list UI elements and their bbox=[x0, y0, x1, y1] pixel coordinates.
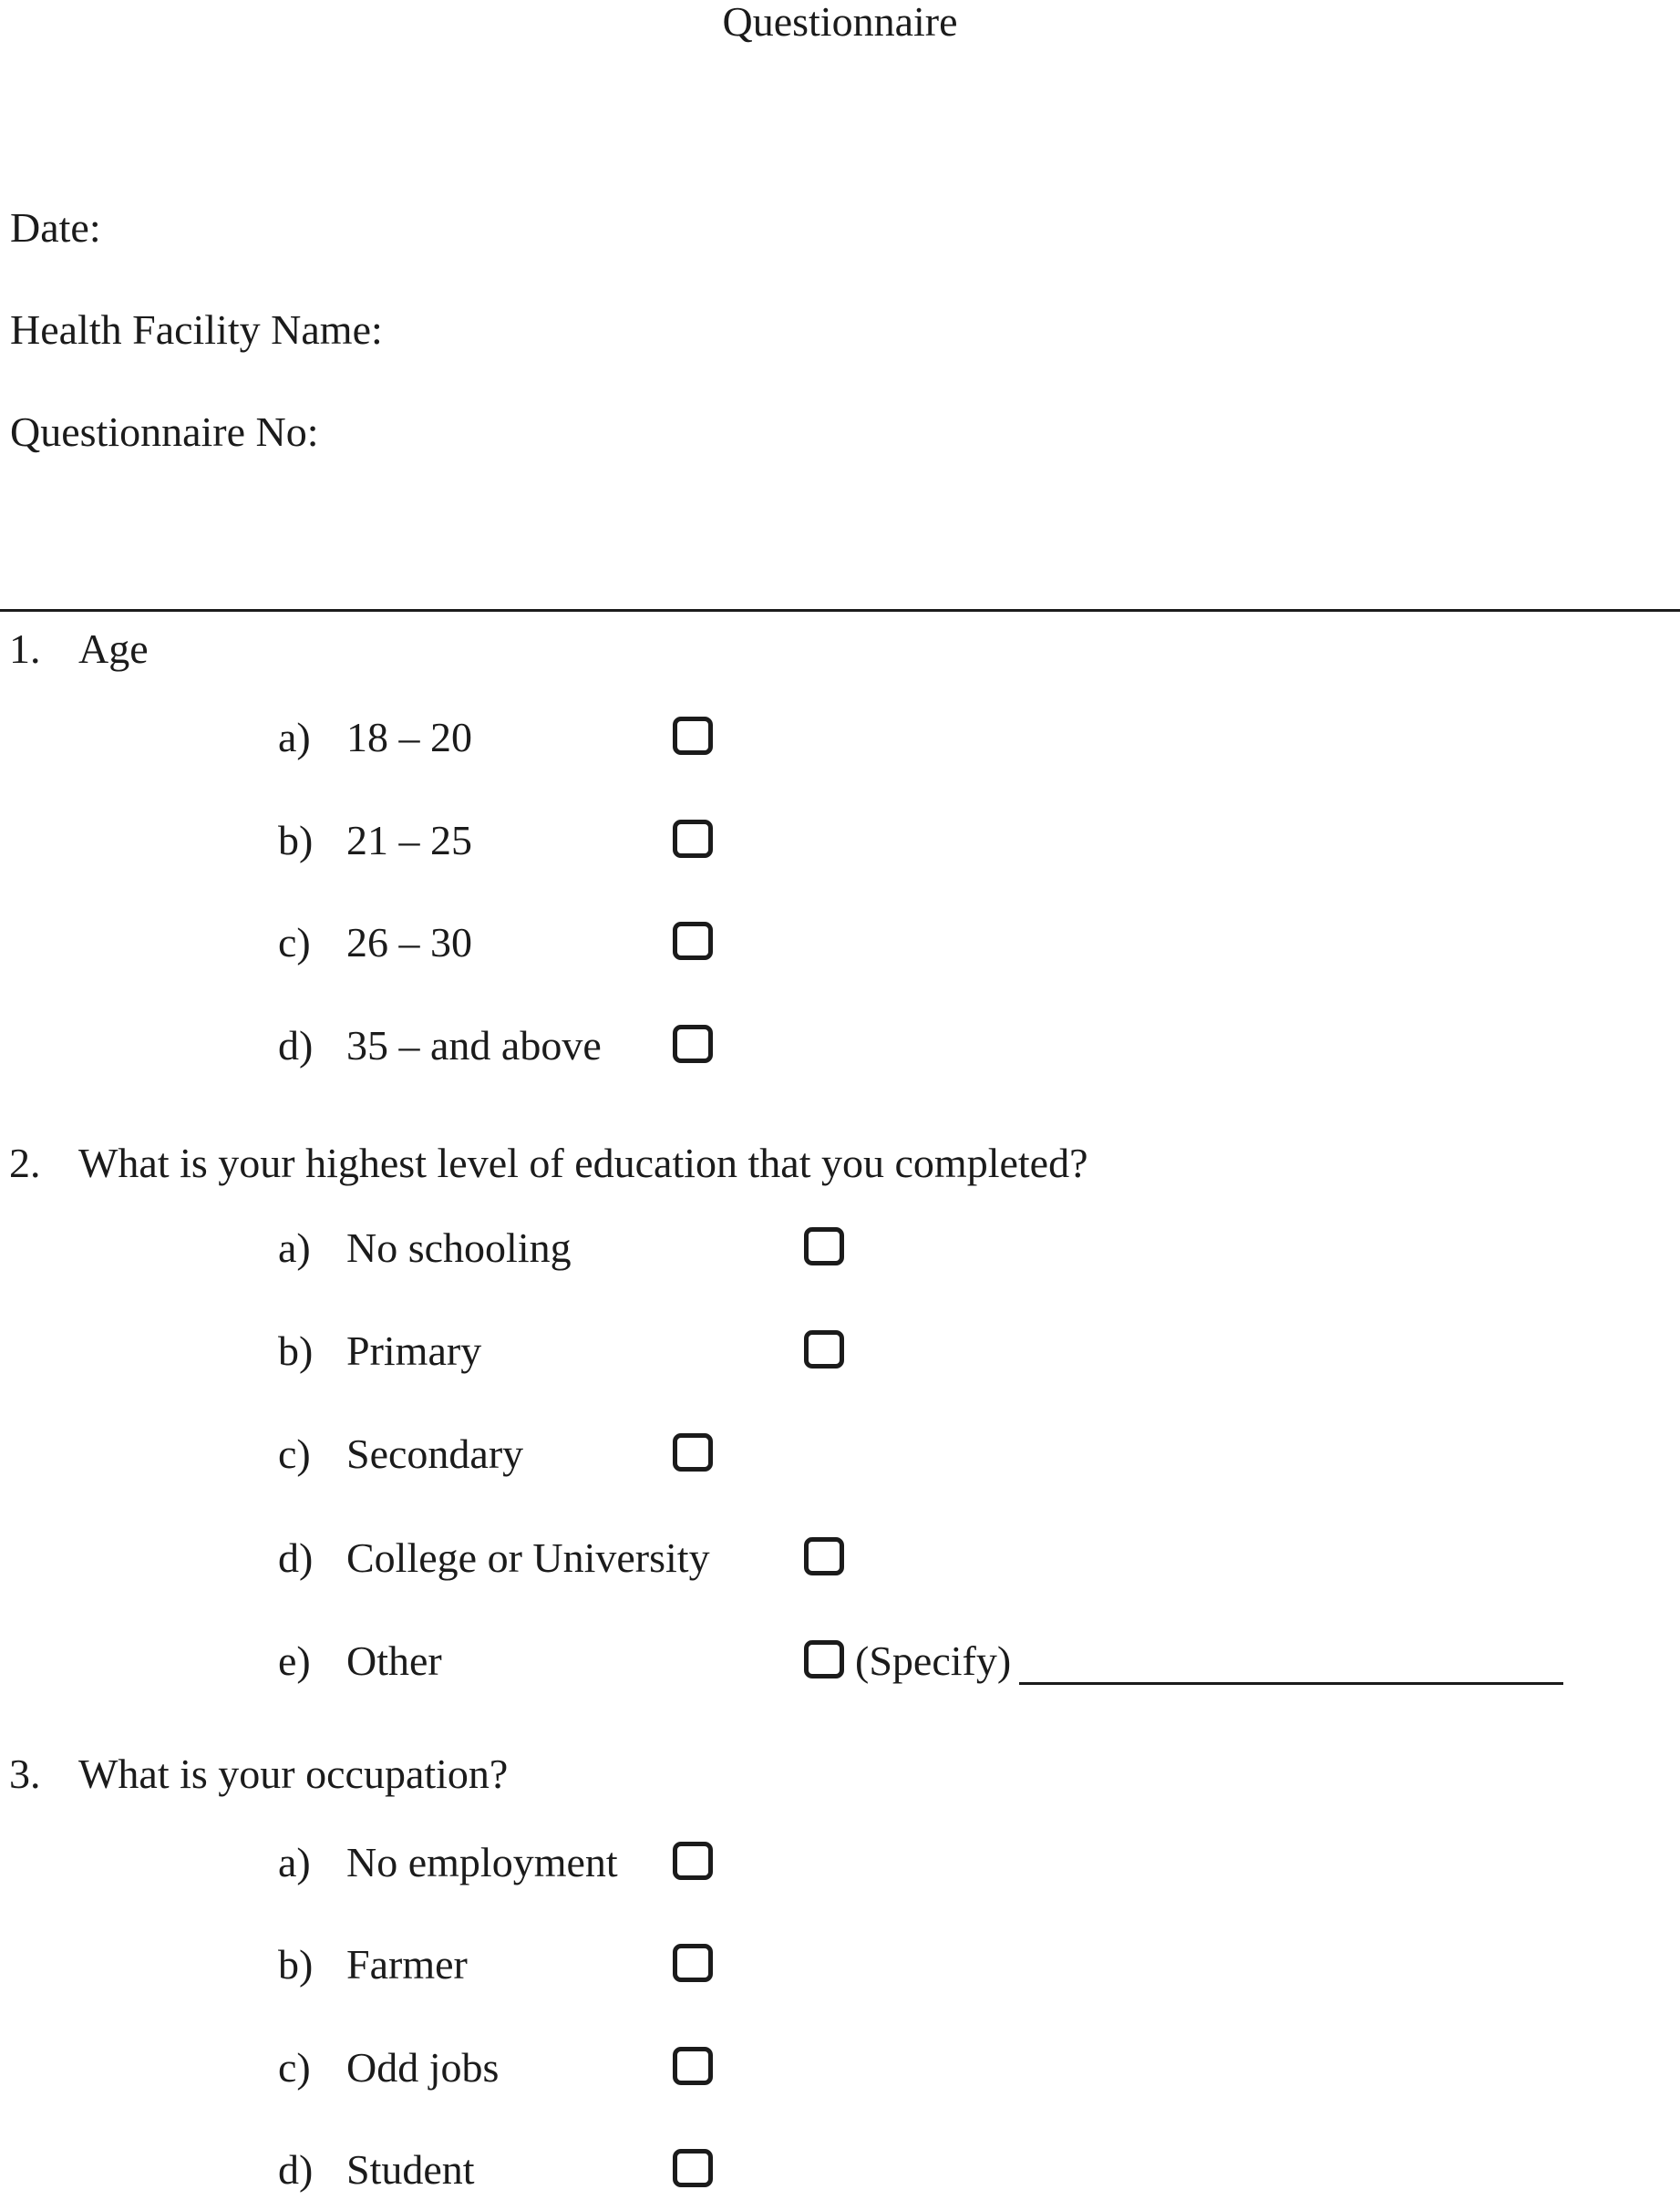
option-letter: c) bbox=[278, 1431, 311, 1477]
option-checkbox[interactable] bbox=[673, 717, 713, 755]
option-label: Farmer bbox=[346, 1941, 468, 1988]
question-1-option-a bbox=[0, 713, 1680, 764]
question-2-title bbox=[0, 1138, 1680, 1189]
question-2-option-c bbox=[0, 1430, 1680, 1481]
option-label: Primary bbox=[346, 1327, 482, 1374]
page-title: Questionnaire bbox=[722, 0, 958, 45]
option-checkbox[interactable] bbox=[673, 820, 713, 858]
option-checkbox[interactable] bbox=[673, 1842, 713, 1880]
question-2-option-e bbox=[0, 1637, 1680, 1688]
question-3-option-c bbox=[0, 2043, 1680, 2094]
option-label: Student bbox=[346, 2146, 475, 2193]
option-label: College or University bbox=[346, 1534, 710, 1581]
specify-input-line[interactable] bbox=[1019, 1682, 1563, 1685]
question-3-title bbox=[0, 1749, 1680, 1800]
option-label: No schooling bbox=[346, 1224, 572, 1271]
question-1-title bbox=[0, 624, 1680, 675]
option-label: No employment bbox=[346, 1839, 618, 1885]
question-1-option-d bbox=[0, 1021, 1680, 1072]
specify-label: (Specify) bbox=[855, 1637, 1012, 1684]
option-letter: d) bbox=[278, 1022, 314, 1069]
date-label: Date: bbox=[10, 204, 101, 251]
option-checkbox[interactable] bbox=[804, 1537, 844, 1575]
question-3-option-d bbox=[0, 2145, 1680, 2196]
option-checkbox[interactable] bbox=[804, 1640, 844, 1678]
question-3-option-a bbox=[0, 1838, 1680, 1889]
option-label: 26 – 30 bbox=[346, 919, 472, 966]
option-label: Odd jobs bbox=[346, 2044, 500, 2091]
question-1-text: Age bbox=[78, 625, 149, 672]
option-letter: c) bbox=[278, 2044, 311, 2091]
section-divider bbox=[0, 609, 1680, 612]
option-letter: e) bbox=[278, 1637, 311, 1684]
question-1-option-b bbox=[0, 816, 1680, 867]
option-checkbox[interactable] bbox=[673, 1433, 713, 1472]
option-label: Secondary bbox=[346, 1431, 524, 1477]
option-checkbox[interactable] bbox=[673, 922, 713, 960]
option-checkbox[interactable] bbox=[673, 2149, 713, 2187]
option-letter: b) bbox=[278, 817, 314, 863]
question-1-option-c bbox=[0, 918, 1680, 969]
option-checkbox[interactable] bbox=[673, 2047, 713, 2085]
question-2-number: 2. bbox=[9, 1140, 41, 1186]
option-letter: a) bbox=[278, 1224, 311, 1271]
option-label: 21 – 25 bbox=[346, 817, 472, 863]
question-3-text: What is your occupation? bbox=[78, 1751, 509, 1797]
option-checkbox[interactable] bbox=[673, 1944, 713, 1982]
question-2-text: What is your highest level of education that you completed? bbox=[78, 1140, 1088, 1186]
question-1-number: 1. bbox=[9, 625, 41, 672]
questionnaire-no-label: Questionnaire No: bbox=[10, 408, 319, 455]
option-letter: d) bbox=[278, 1534, 314, 1581]
option-letter: a) bbox=[278, 714, 311, 760]
option-label: Other bbox=[346, 1637, 442, 1684]
option-label: 35 – and above bbox=[346, 1022, 602, 1069]
question-2-option-a bbox=[0, 1224, 1680, 1275]
option-letter: b) bbox=[278, 1941, 314, 1988]
health-facility-name-label: Health Facility Name: bbox=[10, 306, 383, 353]
option-checkbox[interactable] bbox=[673, 1025, 713, 1063]
question-2-option-b bbox=[0, 1327, 1680, 1378]
option-letter: a) bbox=[278, 1839, 311, 1885]
option-letter: b) bbox=[278, 1327, 314, 1374]
option-checkbox[interactable] bbox=[804, 1330, 844, 1369]
option-letter: d) bbox=[278, 2146, 314, 2193]
question-3-number: 3. bbox=[9, 1751, 41, 1797]
option-letter: c) bbox=[278, 919, 311, 966]
question-3-option-b bbox=[0, 1940, 1680, 1991]
option-checkbox[interactable] bbox=[804, 1227, 844, 1265]
question-2-option-d bbox=[0, 1534, 1680, 1585]
option-label: 18 – 20 bbox=[346, 714, 472, 760]
